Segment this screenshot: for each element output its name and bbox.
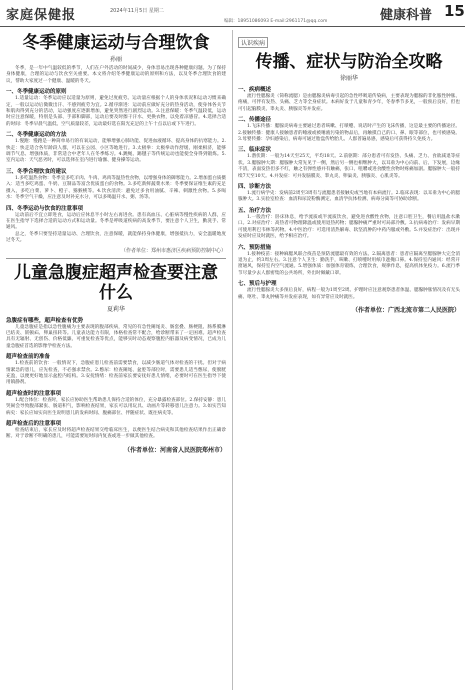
- article-title: 冬季健康运动与合理饮食: [22, 33, 210, 53]
- section-heading: 五、治疗方法: [238, 207, 272, 214]
- section-heading: 超声检查后的注意事项: [6, 421, 62, 427]
- section-text: 流行性腮腺炎大多预后良好，病程一般为1周至2周。护理时应注意观察患者体温、腮腺肿胀情况及有无头痛、呕吐、睾丸肿痛等并发症表现，如有异常应及时就医。: [238, 288, 460, 300]
- section-text: 运动前后不宜立即进食，运动后应休息半小时左右再进食。患有高血压、心脏病等慢性疾病的人群，应在医生指导下选择合适的运动方式和运动量。冬季是呼吸道疾病的高发季节，要注意个人卫生，勤洗手、常通风。: [6, 212, 226, 231]
- author-affiliation: （作者单位：郑州市惠济区疾病预防控制中心）: [120, 247, 226, 254]
- section-text: 1.慢跑：慢跑是一种简单易行的有氧运动，能够增强心肺功能、促进血液循环、提高身体的抗寒能力。2.快走：快走适合各年龄段人群，可以在公园、小区等地进行。3.太极拳：太极拳动作舒缓、刚柔相济，能够调节气息、增强体质，非常适合中老年人在冬季练习。4.跳绳、踢毽子等传统运动也能使全身得到锻炼。5.室内运动：天气恶劣时，可以选择在室内进行瑜伽、健身操等运动。: [6, 139, 226, 164]
- page-number: 15: [444, 2, 465, 20]
- section-heading: 急腹症有哪些，超声检查有优势: [6, 317, 84, 324]
- section-text: 1.一般治疗：卧床休息，给予流质或半流质饮食，避免进食酸性食物，注意口腔卫生，餐后用温盐水漱口。2.对症治疗：高热者可物理降温或使用退热药物；腮腺肿痛严重时可局部冷敷。3.抗病毒治疗：发病早期可使用利巴韦林等药物。4.中医治疗：可选用清热解毒、软坚消肿的中药内服或外敷。5.并发症治疗：出现并发症时应及时就医，给予相应治疗。: [238, 214, 460, 240]
- section-text: 1.接种疫苗：接种麻腮风联合疫苗是预防流腮最有效的方法。2.隔离患者：患者应隔离至腮腺肿大完全消退为止，约3周左右。3.注意个人卫生：勤洗手，咳嗽、打喷嚏时用纸巾遮掩口鼻。4.保持室内通风：经常开窗通风，保持室内空气流通。5.增强体质：加强体育锻炼，合理饮食，规律作息，提高机体免疫力。6.流行季节尽量少去人群密集的公共场所，外出时佩戴口罩。: [238, 251, 460, 276]
- section-text: 1.配合体位：检查时，家长应协助医生帮助患儿保持合适的体位，充分暴露检查部位。2.保持安静：患儿哭闹会导致腹部紧张、肠道积气，影响检查结果，家长可以用玩具、动画片等转移患儿注意力。3.如实告知病史：家长应如实向医生说明患儿的发病时间、腹痛部位、伴随症状、既往病史等。: [6, 397, 226, 416]
- article-child-ultrasound: [6, 263, 226, 454]
- section-heading: 超声检查前的准备: [6, 354, 51, 361]
- article-conclusion: 总之，冬季只要坚持适量运动、合理饮食，注意保暖，就能保持身体健康，增强抵抗力，安全温暖地度过冬天。: [6, 231, 226, 244]
- author-affiliation: （作者单位：河南省人民医院郑州市）: [123, 446, 226, 454]
- article-author: 孙丽: [109, 56, 122, 63]
- section-heading: 超声检查时的注意事项: [6, 390, 62, 397]
- section-heading: 一、冬季健康运动的原则: [6, 89, 67, 96]
- section-text: 1.多吃温热食物：冬季宜多吃羊肉、牛肉、鸡肉等温热性食物，以增强身体的御寒能力。2.增加蛋白质摄入：适当多吃鸡蛋、牛奶、豆制品等富含优质蛋白的食物。3.多吃新鲜蔬菜水果：冬季要保证维生素的充足摄入，多吃白菜、萝卜、橙子、猕猴桃等。4.饮食清淡：避免过多食用油腻、辛辣、刺激性食物。5.多喝水：冬季空气干燥，应注意及时补充水分，可以多喝温开水、粥、汤等。: [6, 175, 226, 201]
- author-affiliation: （作者单位：广西北流市第二人民医院）: [351, 306, 460, 314]
- section-text: 流行性腮腺炎（简称流腮）是由腮腺炎病毒引起的急性呼吸道传染病，主要表现为腮腺的非化脓性肿胀、疼痛，可伴有发热、头痛、乏力等全身症状。本病好发于儿童和青少年，冬春季节多见，一般预后良好，但也可引起脑膜炎、睾丸炎、胰腺炎等并发症。: [238, 94, 460, 112]
- section-heading: 六、预防措施: [238, 244, 272, 251]
- section-text: 1.飞沫传播：腮腺炎病毒主要通过患者咳嗽、打喷嚏、说话时产生的飞沫传播，这是最主要的传播途径。2.接触传播：健康人接触患者的唾液或被唾液污染的物品后，再触摸自己的口、鼻、眼等部位，也可被感染。3.母婴传播：孕妇感染后，病毒可通过胎盘传给胎儿。人群普遍易感，感染后可获得持久免疫力。: [238, 124, 460, 143]
- article-winter-health: [6, 33, 226, 254]
- contact-line: 编辑：18951086093 E-mail:2961171@qq.com: [224, 19, 328, 24]
- section-text: 1.检查前的饮食：一般情况下，急腹症患儿检查前需要禁食，以减少肠道气体对检查的干扰。但对于病情紧急的患儿，应先检查，不必强求禁食。2.憋尿：检查阑尾、盆腔等部位时，需要患儿适当憋尿，使膀胱充盈，以便更好地显示盆腔内结构。3.安抚情绪：检查前家长要安抚好患儿情绪，必要时可在医生指导下使用镇静剂。: [6, 361, 226, 386]
- section-name-right: 健康科普: [380, 8, 433, 23]
- issue-date: 2024年11月5日 星期二: [110, 8, 164, 14]
- section-text: 1.流行病学史：发病前2周至3周有与流腮患者接触史或当地有本病流行。2.临床表现：以耳垂为中心的腮腺肿大。3.实验室检查：血清和尿淀粉酶测定、血清学抗体检测、病毒分离等可协助诊断。: [238, 191, 460, 203]
- section-heading: 三、临床症状: [238, 147, 272, 154]
- masthead: [0, 0, 465, 27]
- article-author: 夏莉华: [106, 305, 125, 313]
- section-text: 儿童急腹症是指以急性腹痛为主要表现的腹部疾病，常见的有急性阑尾炎、肠套叠、肠梗阻、肠系膜淋巴结炎、嵌顿疝、卵巢扭转等。儿童表达能力有限，体格检查常不配合，给诊断带来了一定困难。超声检查具有无辐射、无创伤、价格低廉、可重复检查等优点，能够实时动态观察腹腔内脏器及病变情况，已成为儿童急腹症首选的影像学检查方法。: [6, 324, 226, 349]
- section-name: 家庭保健报: [6, 8, 77, 23]
- article-title: 传播、症状与防治全攻略: [255, 52, 443, 72]
- section-heading: 二、冬季健康运动的方法: [6, 132, 67, 139]
- section-heading: 一、疾病概述: [238, 87, 272, 93]
- section-heading: 七、预后与护理: [238, 281, 277, 288]
- section-heading: 二、传播途径: [238, 117, 272, 124]
- article-mumps: [238, 30, 460, 314]
- article-title: 儿童急腹症超声检查要注意什么: [14, 262, 218, 303]
- section-text: 检查结束后，家长应及时将超声检查结果交给临床医生，以便医生结合病史和其他检查结果作出正确诊断。对于诊断不明确的患儿，可能需要短时间内复查或进一步做其他检查。: [6, 428, 226, 440]
- section-text: 1.适量运动：冬季运动应以适量为原则，避免过度疲劳。运动量应根据个人的身体状况和运动习惯来确定，一般以运动后微微出汗、不感到疲劳为宜。2.循序渐进：运动前应做好充分的热身活动，使身体各关节和肌肉得到充分的活动，运动强度应逐渐增加，避免突然进行剧烈运动。3.注意保暖：冬季气温较低，运动时应注意保暖，特别是头部、手部和脚部，运动后要及时擦干汗水、更换衣物，以免着凉感冒。4.选择合适的时间：冬季早晨气温低、空气质量较差，运动最好选在阳光充足的上午十点以后或下午进行。: [6, 96, 226, 127]
- category-tag: 认识疾病: [238, 37, 268, 48]
- section-heading: 三、冬季合理饮食的建议: [6, 168, 67, 175]
- article-separator: [6, 258, 226, 259]
- left-column: [6, 30, 226, 690]
- section-text: 1.潜伏期：一般为14天至25天，平均18天。2.前驱期：部分患者可有发热、头痛、乏力、食欲减退等症状。3.腮腺肿大期：腮腺肿大常先见于一侧，然后另一侧也相继肿大，以耳垂为中心向前、后、下发展，边缘不清，表面发热但多不红，触之有弹性感并有触痛，张口、咀嚼或进食酸性食物时疼痛加剧。腮腺肿大一般持续7天至10天。4.并发症：可并发脑膜炎、睾丸炎、卵巢炎、胰腺炎、心肌炎等。: [238, 154, 460, 179]
- article-author: 徐丽华: [339, 75, 358, 82]
- section-heading: 四、冬季运动与饮食的注意事项: [6, 205, 84, 212]
- right-column: [238, 30, 460, 690]
- article-intro: 冬季，是一年中气温较低的季节，人们在户外活动的时间减少，身体容易出现各种健康问题。为了保持身体健康，合理的运动与饮食至关重要。本文将介绍冬季健康运动的原则和方法，以及冬季合理饮食的建议，帮助大家度过一个健康、温暖的冬天。: [6, 66, 226, 84]
- section-heading: 四、诊断方法: [238, 184, 272, 191]
- column-divider: [232, 30, 233, 690]
